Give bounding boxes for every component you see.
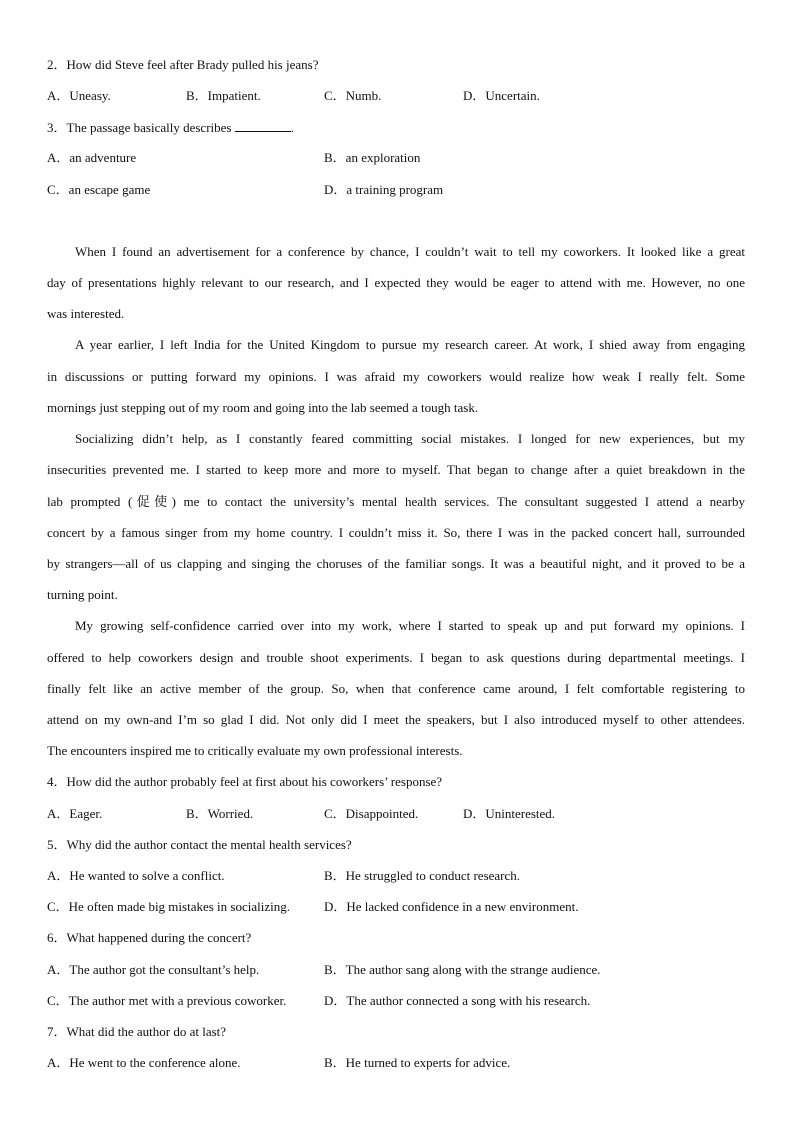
passage-p3-line-5: by strangers—all of us clapping and singing the choruses of the familiar songs. It was a beautiful night, and it proved to be a bbox=[47, 556, 745, 571]
question-6-option-a: A．The author got the consultant’s help. bbox=[47, 962, 260, 977]
passage-p1-line-3: was interested. bbox=[47, 306, 125, 321]
question-4-option-b: B．Worried. bbox=[186, 806, 254, 821]
question-6-option-d: D．The author connected a song with his research. bbox=[324, 993, 591, 1008]
passage-p4-line-3: finally felt like an active member of the group. So, when that conference came around, I felt comfortable registering to bbox=[47, 681, 745, 696]
passage-p4-line-2: offered to help coworkers design and trouble shoot experiments. I began to ask questions during departmental meetings. I bbox=[47, 650, 745, 665]
question-3-option-c: C．an escape game bbox=[47, 182, 151, 197]
question-6-option-c: C．The author met with a previous coworker. bbox=[47, 993, 287, 1008]
question-5-option-c: C．He often made big mistakes in socializing. bbox=[47, 899, 290, 914]
passage-p4-line-1: My growing self-confidence carried over into my work, where I started to speak up and put forward my opinions. I bbox=[75, 618, 745, 633]
passage-p3-line-6: turning point. bbox=[47, 587, 118, 602]
passage-p3-line-2: insecurities prevented me. I started to keep more and more to myself. That began to change after a quiet breakdown in the bbox=[47, 462, 745, 477]
question-6-option-b: B．The author sang along with the strange audience. bbox=[324, 962, 601, 977]
question-2-option-d: D．Uncertain. bbox=[463, 88, 540, 103]
question-3-stem-end: . bbox=[290, 120, 294, 135]
question-7-option-b: B．He turned to experts for advice. bbox=[324, 1055, 511, 1070]
question-5-option-d: D．He lacked confidence in a new environment. bbox=[324, 899, 579, 914]
passage-p2-line-2: in discussions or putting forward my opinions. I was afraid my coworkers would realize how weak I really felt. Some bbox=[47, 369, 745, 384]
question-2-option-b: B．Impatient. bbox=[186, 88, 261, 103]
passage-p4-line-4: attend on my own-and I’m so glad I did. Not only did I meet the speakers, but I also introduced myself to other attendees. bbox=[47, 712, 745, 727]
question-3-stem bbox=[47, 119, 294, 136]
passage-p1-line-1: When I found an advertisement for a conference by chance, I couldn’t wait to tell my coworkers. It looked like a great bbox=[75, 244, 745, 259]
question-6-stem: 6．What happened during the concert? bbox=[47, 930, 252, 945]
passage-p3-line-1: Socializing didn’t help, as I constantly feared committing social mistakes. I longed for new experiences, but my bbox=[75, 431, 745, 446]
question-7-stem: 7．What did the author do at last? bbox=[47, 1024, 227, 1039]
question-4-option-d: D．Uninterested. bbox=[463, 806, 556, 821]
passage-p2-line-1: A year earlier, I left India for the United Kingdom to pursue my research career. At work, I shied away from engaging bbox=[75, 337, 745, 352]
question-3-stem-text: 3．The passage basically describes bbox=[47, 120, 235, 135]
question-4-option-a: A．Eager. bbox=[47, 806, 103, 821]
question-5-option-b: B．He struggled to conduct research. bbox=[324, 868, 521, 883]
question-5-option-a: A．He wanted to solve a conflict. bbox=[47, 868, 225, 883]
passage-p2-line-3: mornings just stepping out of my room and going into the lab seemed a tough task. bbox=[47, 400, 479, 415]
passage-p3-line-4: concert by a famous singer from my home country. I couldn’t miss it. So, there I was in the packed concert hall, surrounded bbox=[47, 525, 745, 540]
question-4-stem: 4．How did the author probably feel at first about his coworkers’ response? bbox=[47, 774, 443, 789]
passage-p1-line-2: day of presentations highly relevant to our research, and I expected they would be eager to attend with me. However, no one bbox=[47, 275, 745, 290]
question-2-option-c: C．Numb. bbox=[324, 88, 382, 103]
passage-p3-line-3: lab prompted (促使) me to contact the university’s mental health services. The consultant suggested I attend a nearby bbox=[47, 494, 745, 509]
question-7-option-a: A．He went to the conference alone. bbox=[47, 1055, 241, 1070]
question-4-option-c: C．Disappointed. bbox=[324, 806, 419, 821]
question-2-stem: 2．How did Steve feel after Brady pulled his jeans? bbox=[47, 57, 319, 72]
question-2-option-a: A．Uneasy. bbox=[47, 88, 111, 103]
question-3-option-d: D．a training program bbox=[324, 182, 444, 197]
passage-p4-line-5: The encounters inspired me to critically evaluate my own professional interests. bbox=[47, 743, 463, 758]
question-3-option-b: B．an exploration bbox=[324, 150, 421, 165]
answer-blank bbox=[235, 119, 291, 132]
question-3-option-a: A．an adventure bbox=[47, 150, 137, 165]
question-5-stem: 5．Why did the author contact the mental health services? bbox=[47, 837, 352, 852]
